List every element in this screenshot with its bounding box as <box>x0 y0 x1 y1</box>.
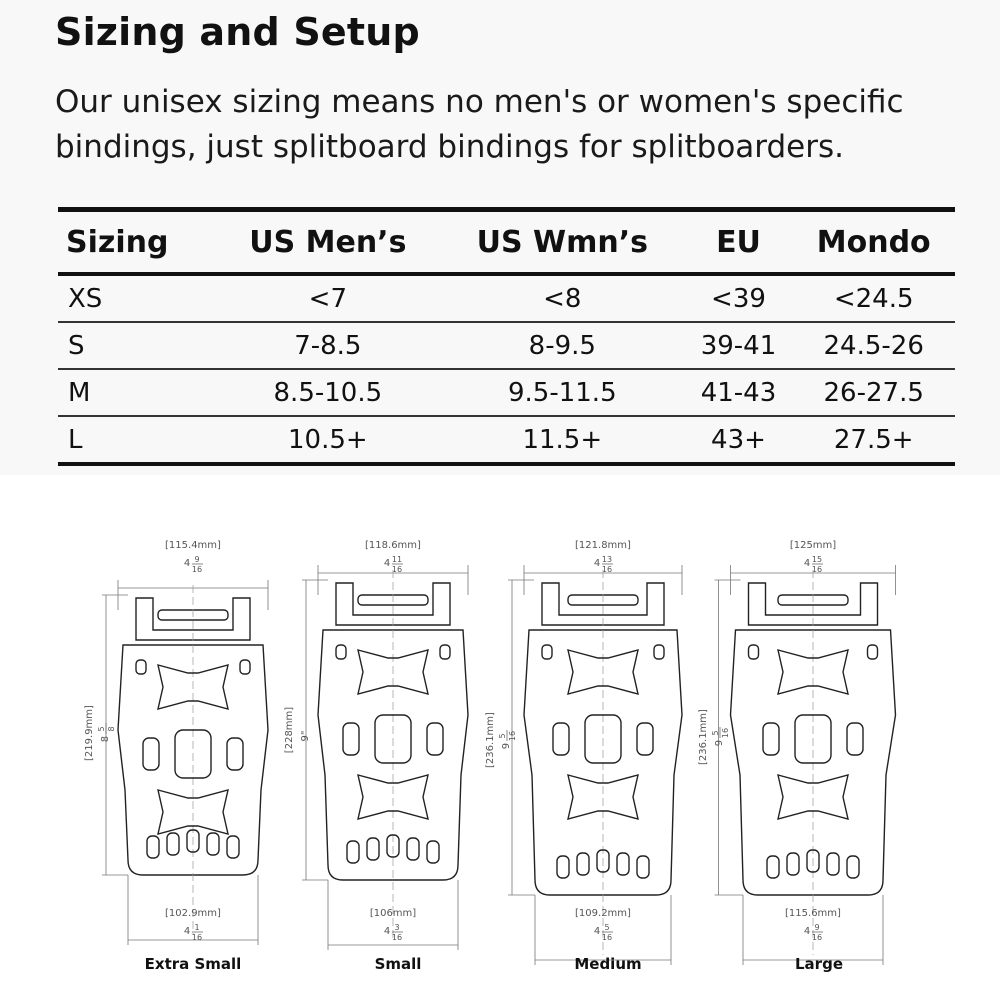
page-title: Sizing and Setup <box>55 10 420 54</box>
svg-text:16: 16 <box>391 565 403 574</box>
us-womens-cell: 11.5+ <box>440 416 685 464</box>
us-mens-cell: 8.5-10.5 <box>216 369 440 416</box>
svg-text:15: 15 <box>811 555 823 564</box>
svg-text:9: 9 <box>501 742 512 750</box>
baseplate-small <box>284 540 468 950</box>
table-row <box>58 274 955 322</box>
bottom-width-mm: [115.6mm] <box>785 908 841 919</box>
top-width-mm: [118.6mm] <box>365 540 421 551</box>
svg-text:16: 16 <box>811 565 823 574</box>
us-womens-cell: <8 <box>440 274 685 322</box>
cutout-right <box>227 738 243 770</box>
top-width-mm: [125mm] <box>789 540 837 551</box>
eu-cell: <39 <box>685 274 793 322</box>
svg-text:4: 4 <box>803 926 811 937</box>
eu-cell: 41-43 <box>685 369 793 416</box>
cutout-left <box>763 723 779 755</box>
svg-text:4: 4 <box>593 926 601 937</box>
height-mm: [228mm] <box>284 706 295 754</box>
baseplate-large <box>698 540 896 965</box>
svg-text:4: 4 <box>183 926 191 937</box>
height-inches <box>711 727 730 746</box>
sizing-description: Our unisex sizing means no men's or women's specific bindings, just splitboard bindings for splitboarders. <box>55 84 904 165</box>
sizing-table <box>58 207 955 466</box>
svg-text:8: 8 <box>100 735 111 743</box>
toe-slot <box>207 833 219 855</box>
toe-slot <box>227 836 239 858</box>
table-row <box>58 416 955 464</box>
column-header-us-womens: US Wmn’s <box>476 224 648 260</box>
size-cell: XS <box>58 274 216 322</box>
us-mens-cell: 10.5+ <box>216 416 440 464</box>
bottom-width-mm: [102.9mm] <box>165 908 221 919</box>
column-header-mondo: Mondo <box>816 224 931 260</box>
mondo-cell: <24.5 <box>792 274 955 322</box>
side-slot-right <box>440 645 450 659</box>
mondo-cell: 26-27.5 <box>792 369 955 416</box>
side-slot-right <box>654 645 664 659</box>
column-header-sizing: Sizing <box>66 224 169 260</box>
height-inches <box>300 731 311 742</box>
height-mm: [236.1mm] <box>698 709 709 765</box>
toe-slot <box>577 853 589 875</box>
toe-slot <box>767 856 779 878</box>
us-womens-cell: 8-9.5 <box>440 322 685 369</box>
svg-text:4: 4 <box>593 558 601 569</box>
svg-text:9": 9" <box>300 730 311 742</box>
size-cell: S <box>58 322 216 369</box>
side-slot-left <box>749 645 759 659</box>
side-slot-left <box>542 645 552 659</box>
top-width-inches <box>184 555 203 574</box>
column-header-eu: EU <box>716 224 761 260</box>
svg-text:16: 16 <box>508 730 517 742</box>
plate-label-extra-small: Extra Small <box>144 955 242 973</box>
svg-text:4: 4 <box>803 558 811 569</box>
us-mens-cell: <7 <box>216 274 440 322</box>
cutout-right <box>637 723 653 755</box>
toe-slot <box>557 856 569 878</box>
svg-text:9: 9 <box>814 923 820 932</box>
table-row <box>58 322 955 369</box>
svg-text:11: 11 <box>391 555 403 564</box>
mondo-cell: 24.5-26 <box>792 322 955 369</box>
svg-text:16: 16 <box>601 565 613 574</box>
side-slot-left <box>136 660 146 674</box>
bottom-width-mm: [106mm] <box>369 908 417 919</box>
plate-label-medium: Medium <box>574 955 642 973</box>
toe-slot <box>827 853 839 875</box>
side-slot-left <box>336 645 346 659</box>
svg-text:16: 16 <box>191 565 203 574</box>
top-width-inches <box>594 555 613 574</box>
toe-slot <box>407 838 419 860</box>
toe-slot <box>617 853 629 875</box>
plate-label-small: Small <box>374 955 422 973</box>
svg-text:16: 16 <box>721 727 730 739</box>
cutout-left <box>343 723 359 755</box>
svg-text:16: 16 <box>191 933 203 942</box>
toe-slot <box>427 841 439 863</box>
svg-text:13: 13 <box>601 555 613 564</box>
us-mens-cell: 7-8.5 <box>216 322 440 369</box>
svg-text:1: 1 <box>194 923 200 932</box>
height-inches <box>498 730 517 749</box>
column-header-us-mens: US Men’s <box>249 224 407 260</box>
bottom-width-mm: [109.2mm] <box>575 908 631 919</box>
svg-text:9: 9 <box>714 739 725 747</box>
svg-text:5: 5 <box>498 733 507 739</box>
cutout-right <box>847 723 863 755</box>
svg-text:5: 5 <box>97 726 106 732</box>
svg-text:16: 16 <box>391 933 403 942</box>
bottom-width-inches <box>594 923 613 942</box>
side-slot-right <box>240 660 250 674</box>
bottom-width-inches <box>804 923 823 942</box>
us-womens-cell: 9.5-11.5 <box>440 369 685 416</box>
table-row <box>58 369 955 416</box>
sizing-section <box>0 0 1000 475</box>
top-width-inches <box>384 555 403 574</box>
toe-slot <box>637 856 649 878</box>
top-width-inches <box>804 555 823 574</box>
eu-cell: 39-41 <box>685 322 793 369</box>
svg-text:3: 3 <box>394 923 400 932</box>
baseplate-drawings <box>0 475 1000 1000</box>
table-header-row <box>58 210 955 275</box>
toe-slot <box>847 856 859 878</box>
svg-text:8: 8 <box>107 726 116 732</box>
toe-slot <box>347 841 359 863</box>
height-inches <box>97 723 116 742</box>
cutout-right <box>427 723 443 755</box>
toe-slot <box>367 838 379 860</box>
svg-text:4: 4 <box>383 558 391 569</box>
height-mm: [236.1mm] <box>485 712 496 768</box>
baseplate-medium <box>485 540 682 965</box>
top-width-mm: [115.4mm] <box>165 540 221 551</box>
cutout-left <box>143 738 159 770</box>
binding-dimensions-diagram <box>0 475 1000 1000</box>
svg-text:16: 16 <box>811 933 823 942</box>
side-slot-right <box>868 645 878 659</box>
top-width-mm: [121.8mm] <box>575 540 631 551</box>
eu-cell: 43+ <box>685 416 793 464</box>
size-cell: L <box>58 416 216 464</box>
bottom-width-inches <box>384 923 403 942</box>
size-cell: M <box>58 369 216 416</box>
mondo-cell: 27.5+ <box>792 416 955 464</box>
svg-text:4: 4 <box>183 558 191 569</box>
svg-text:9: 9 <box>194 555 200 564</box>
svg-text:16: 16 <box>601 933 613 942</box>
height-mm: [219.9mm] <box>84 705 95 761</box>
plate-label-large: Large <box>795 955 843 973</box>
baseplate-extra-small <box>84 540 268 945</box>
cutout-left <box>553 723 569 755</box>
toe-slot <box>787 853 799 875</box>
toe-slot <box>147 836 159 858</box>
toe-slot <box>167 833 179 855</box>
svg-text:5: 5 <box>604 923 610 932</box>
svg-text:5: 5 <box>711 730 720 736</box>
bottom-width-inches <box>184 923 203 942</box>
svg-text:4: 4 <box>383 926 391 937</box>
